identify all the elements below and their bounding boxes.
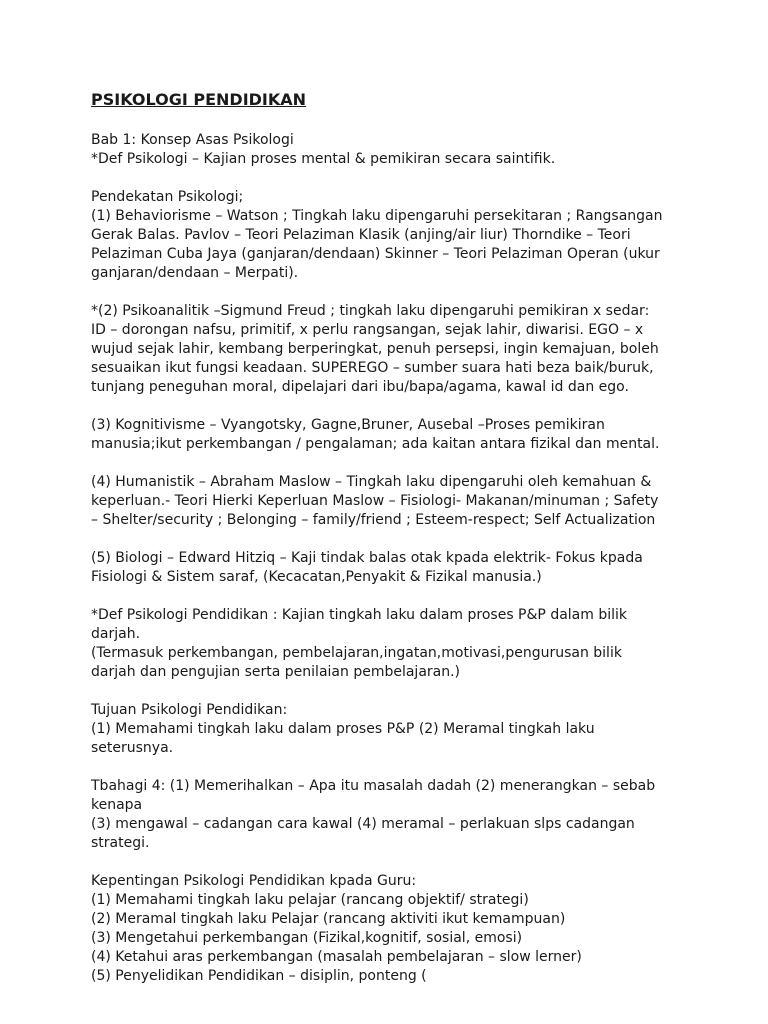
text-line: Tbahagi 4: (1) Memerihalkan – Apa itu masalah dadah (2) menerangkan – sebab <box>91 778 656 794</box>
paragraph <box>91 416 691 454</box>
text-line: Gerak Balas. Pavlov – Teori Pelaziman Klasik (anjing/air liur) Thorndike – Teori <box>91 227 631 243</box>
text-line: *Def Psikologi – Kajian proses mental & pemikiran secara saintifik. <box>91 151 556 167</box>
document-page <box>91 88 691 1005</box>
paragraph <box>91 131 691 169</box>
text-line: (4) Ketahui aras perkembangan (masalah pembelajaran – slow lerner) <box>91 949 582 965</box>
text-line: (5) Penyelidikan Pendidikan – disiplin, ponteng ( <box>91 968 427 984</box>
text-line: Pelaziman Cuba Jaya (ganjaran/dendaan) Skinner – Teori Pelaziman Operan (ukur <box>91 246 660 262</box>
text-line: kenapa <box>91 797 143 813</box>
text-line: (1) Memahami tingkah laku pelajar (rancang objektif/ strategi) <box>91 892 529 908</box>
text-line: darjah dan pengujian serta penilaian pembelajaran.) <box>91 664 461 680</box>
text-line: Tujuan Psikologi Pendidikan: <box>91 702 288 718</box>
text-line: (3) Mengetahui perkembangan (Fizikal,kognitif, sosial, emosi) <box>91 930 523 946</box>
text-line: (Termasuk perkembangan, pembelajaran,ingatan,motivasi,pengurusan bilik <box>91 645 622 661</box>
text-line: ganjaran/dendaan – Merpati). <box>91 265 299 281</box>
text-line: seterusnya. <box>91 740 174 756</box>
paragraph <box>91 549 691 587</box>
document-body <box>91 131 691 986</box>
text-line: *Def Psikologi Pendidikan : Kajian tingkah laku dalam proses P&P dalam bilik <box>91 607 627 623</box>
document-title: PSIKOLOGI PENDIDIKAN <box>91 90 307 109</box>
text-line: strategi. <box>91 835 150 851</box>
text-line: (5) Biologi – Edward Hitziq – Kaji tindak balas otak kpada elektrik- Fokus kpada <box>91 550 643 566</box>
paragraph <box>91 606 691 682</box>
text-line: (1) Behaviorisme – Watson ; Tingkah laku dipengaruhi persekitaran ; Rangsangan <box>91 208 663 224</box>
text-line: Kepentingan Psikologi Pendidikan kpada Guru: <box>91 873 417 889</box>
paragraph <box>91 872 691 986</box>
text-line: (4) Humanistik – Abraham Maslow – Tingkah laku dipengaruhi oleh kemahuan & <box>91 474 652 490</box>
text-line: – Shelter/security ; Belonging – family/friend ; Esteem-respect; Self Actualization <box>91 512 656 528</box>
text-line: wujud sejak lahir, kembang berperingkat, penuh persepsi, ingin kemajuan, boleh <box>91 341 659 357</box>
text-line: (3) mengawal – cadangan cara kawal (4) meramal – perlakuan slps cadangan <box>91 816 635 832</box>
text-line: *(2) Psikoanalitik –Sigmund Freud ; tingkah laku dipengaruhi pemikiran x sedar: <box>91 303 650 319</box>
text-line: Pendekatan Psikologi; <box>91 189 244 205</box>
paragraph <box>91 701 691 758</box>
paragraph <box>91 473 691 530</box>
text-line: ID – dorongan nafsu, primitif, x perlu rangsangan, sejak lahir, diwarisi. EGO – x <box>91 322 644 338</box>
text-line: keperluan.- Teori Hierki Keperluan Maslow – Fisiologi- Makanan/minuman ; Safety <box>91 493 659 509</box>
text-line: Fisiologi & Sistem saraf, (Kecacatan,Penyakit & Fizikal manusia.) <box>91 569 542 585</box>
paragraph <box>91 302 691 397</box>
paragraph <box>91 777 691 853</box>
text-line: Bab 1: Konsep Asas Psikologi <box>91 132 294 148</box>
text-line: darjah. <box>91 626 141 642</box>
text-line: tunjang peneguhan moral, dipelajari dari ibu/bapa/agama, kawal id dan ego. <box>91 379 629 395</box>
text-line: sesuaikan ikut fungsi keadaan. SUPEREGO – sumber suara hati beza baik/buruk, <box>91 360 654 376</box>
text-line: (1) Memahami tingkah laku dalam proses P&P (2) Meramal tingkah laku <box>91 721 595 737</box>
text-line: (3) Kognitivisme – Vyangotsky, Gagne,Bruner, Ausebal –Proses pemikiran <box>91 417 605 433</box>
text-line: manusia;ikut perkembangan / pengalaman; ada kaitan antara fizikal dan mental. <box>91 436 660 452</box>
paragraph <box>91 188 691 283</box>
text-line: (2) Meramal tingkah laku Pelajar (rancang aktiviti ikut kemampuan) <box>91 911 566 927</box>
